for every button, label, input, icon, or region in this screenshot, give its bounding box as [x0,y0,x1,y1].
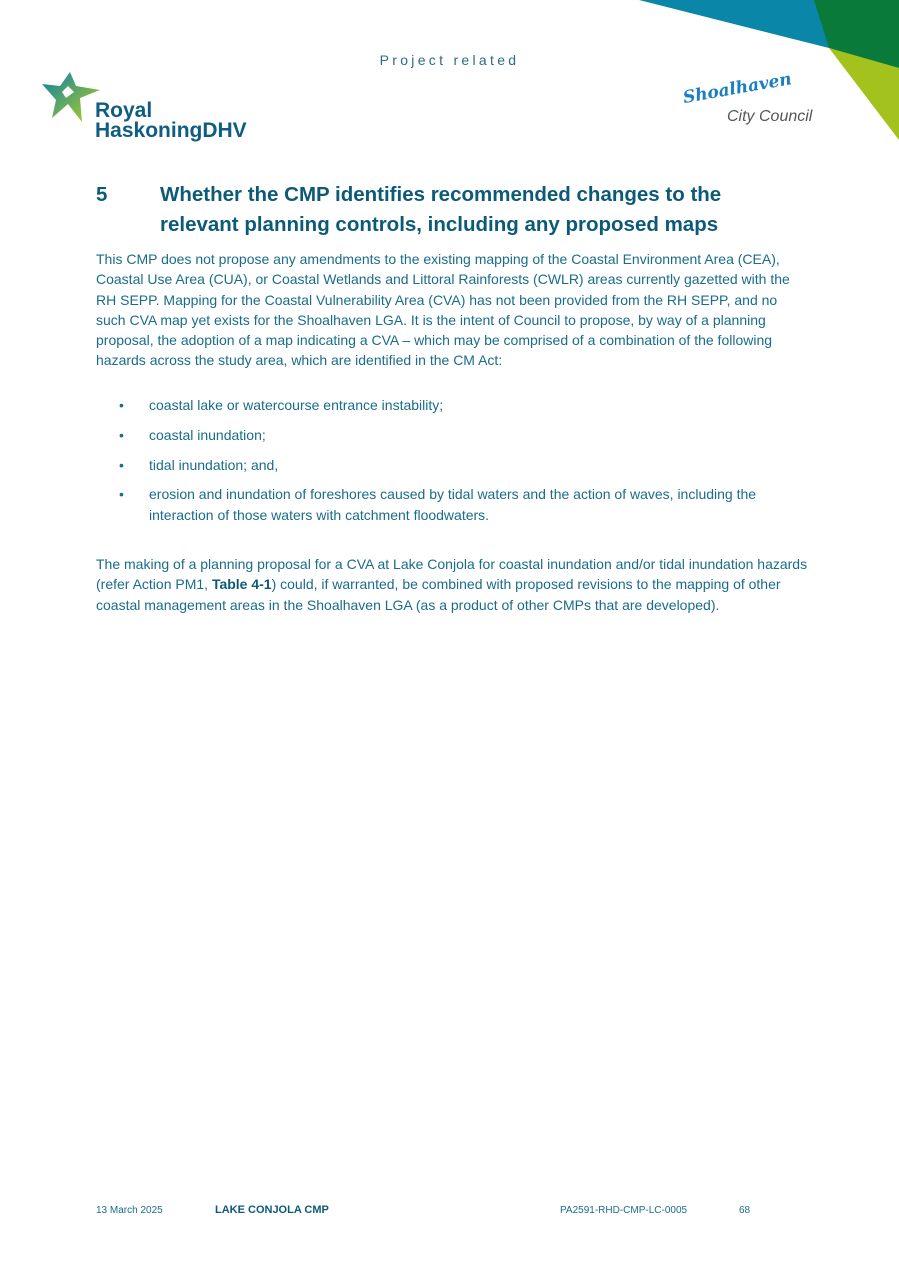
footer-page-number: 68 [739,1205,751,1216]
section-number: 5 [96,183,108,206]
footer-date: 13 March 2025 [96,1205,163,1216]
footer-doc-id: PA2591-RHD-CMP-LC-0005 [560,1205,688,1216]
shoalhaven-logo [681,69,825,138]
paragraph-intro: This CMP does not propose any amendments to the existing mapping of the Coastal Environment Area (CEA), Coastal Use Area (CUA), or Coastal Wetlands and Littoral Rainforests (CWLR) areas currently gazetted with the RH SEPP. Mapping for the Coastal Vulnerability Area (CVA) has not been provided from the RH SEPP, and no such CVA map yet exists for the Shoalhaven LGA. It is the intent of Council to propose, by way of a planning proposal, the adoption of a map indicating a CVA – which may be comprised of a combination of the following hazards across the study area, which are identified in the CM Act: [96,251,790,369]
logo-text-shoalhaven: Shoalhaven [681,69,794,108]
paragraph-planning-proposal: The making of a planning proposal for a CVA at Lake Conjola for coastal inundation and/or tidal inundation hazards (refer Action PM1, Table 4-1) could, if warranted, be combined with proposed revisions to the mapping of other coastal management areas in the Shoalhaven LGA (as a product of other CMPs that are developed). [96,556,808,613]
bullet-icon: • [119,397,124,413]
logo-text-royal: Royal [95,99,153,122]
list-item: • erosion and inundation of foreshores caused by tidal waters and the action of waves, including the interaction of those waters with catchment floodwaters. [119,486,757,523]
header-label: Project related [379,52,520,68]
star-logo-icon [42,70,102,130]
list-item: • coastal inundation; [96,425,808,445]
table-reference-link[interactable]: Table 4-1 [211,576,272,593]
logo-text-haskoningdhv: HaskoningDHV [95,119,247,142]
hazard-list [96,395,808,534]
list-item: • coastal lake or watercourse entrance instability; [96,395,808,415]
bullet-icon: • [119,456,124,473]
section-title: Whether the CMP identifies recommended changes to the relevant planning controls, including any proposed maps [160,183,722,236]
logo-text-city-council: City Council [727,108,813,125]
bullet-icon: • [119,426,124,443]
footer-title: LAKE CONJOLA CMP [215,1204,329,1216]
royal-haskoningdhv-logo [42,70,252,150]
list-item: • tidal inundation; and, [96,455,808,475]
bullet-icon: • [119,486,124,503]
